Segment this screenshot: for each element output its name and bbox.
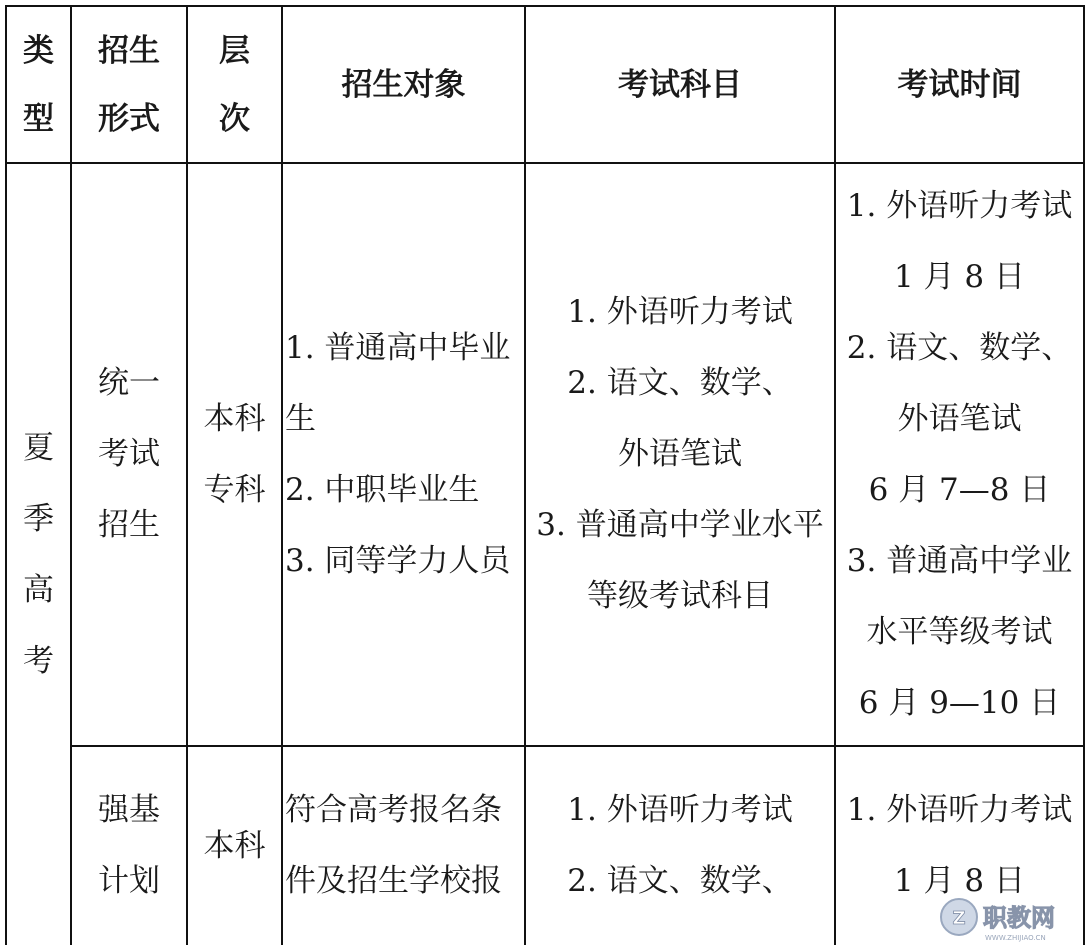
table-border-right xyxy=(1083,5,1085,945)
header-type: 类 型 xyxy=(23,32,54,137)
row1-target-cell: 1. 普通高中毕业 生 2. 中职毕业生 3. 同等学力人员 xyxy=(285,329,511,579)
watermark-text: 职教网 xyxy=(983,904,1055,932)
header-subjects: 考试科目 xyxy=(618,66,742,103)
row1-time-cell: 1. 外语听力考试 1 月 8 日 2. 语文、数学、 外语笔试 6 月 7—8 日 3. 普通高中学业 水平等级考试 6 月 9—10 日 xyxy=(846,187,1073,721)
header-time: 考试时间 xyxy=(897,66,1022,103)
watermark-url: WWW.ZHIJIAO.CN xyxy=(985,934,1046,942)
row2-target-cell: 符合高考报名条 件及招生学校报 xyxy=(285,792,502,899)
zhijiao-watermark-logo xyxy=(935,895,1085,945)
header-target: 招生对象 xyxy=(341,66,466,103)
header-level: 层 次 xyxy=(219,32,250,137)
type-value-cell: 夏 季 高 考 xyxy=(23,429,54,679)
row2-level-cell: 本科 xyxy=(203,827,266,864)
header-form: 招生 形式 xyxy=(98,32,160,137)
row1-level-cell: 本科 专科 xyxy=(203,400,266,508)
row1-subjects-cell: 1. 外语听力考试 2. 语文、数学、 外语笔试 3. 普通高中学业水平 等级考试科目 xyxy=(536,294,824,614)
row2-form-cell: 强基 计划 xyxy=(98,792,160,899)
row2-time-cell: 1. 外语听力考试 1 月 8 日 xyxy=(846,792,1073,899)
row1-form-cell: 统一 考试 招生 xyxy=(98,365,160,543)
row2-subjects-cell: 1. 外语听力考试 2. 语文、数学、 xyxy=(567,792,793,899)
svg-text:Z: Z xyxy=(952,908,966,929)
